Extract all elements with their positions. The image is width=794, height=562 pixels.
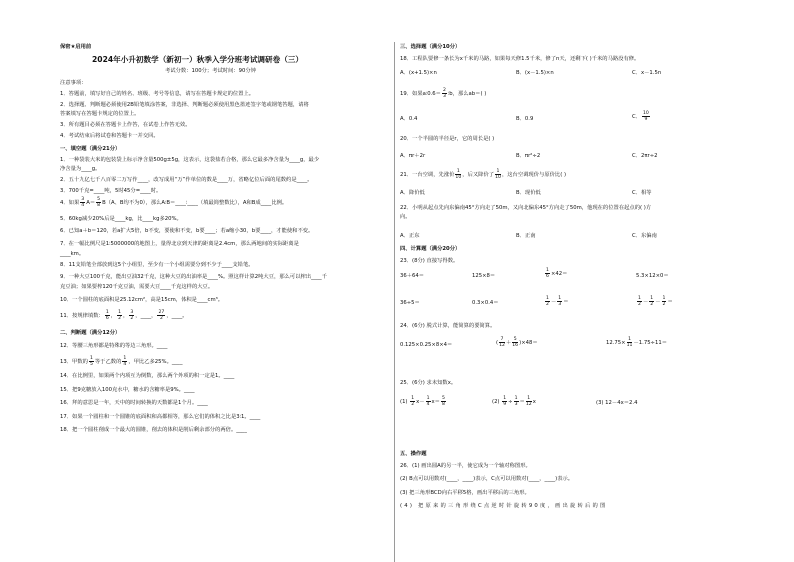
exam-info: 考试分数：100分；考试时间：90分钟 (165, 68, 257, 74)
calc-item: 36＋64＝ (400, 273, 425, 279)
question-9: 9．一种大豆100千克，能出豆油32千克，这种大豆的出油率是____%。照这样计算2吨大豆，那么可以榨出____千 (60, 274, 327, 280)
fraction: $\frac{1}{2}$ (411, 396, 415, 407)
option-a: A．正东 (400, 233, 420, 239)
fraction: $\frac{1}{6}$ (105, 310, 109, 321)
question-26-2: (2) B点可以用数对(____，____)表示，C点可以用数对(____，____)表示。 (400, 476, 574, 482)
question-24: 24．(6分) 脱式计算，能简算的要简算。 (400, 323, 496, 329)
fraction: $\frac{27}{2}$ (158, 310, 165, 321)
question-25: 25．(6分) 求未知数x。 (400, 380, 457, 386)
question-20: 20．一个半圆的半径是r，它的周长是( ) (400, 136, 495, 142)
section5-heading: 五、操作题 (400, 451, 427, 457)
section3-heading: 三、选择题（满分10分） (400, 44, 461, 50)
question-22-cont: 向。 (400, 214, 411, 220)
question-17: 17．如果一个圆柱和一个圆锥的底面积和高都相等，那么它们的体积之比是3∶1。____ (60, 414, 261, 420)
question-16: 16．拜的意思是一年，天中的时间转换的天数都是1个月。____ (60, 400, 208, 406)
question-19: 19．如果a∶0.6＝ $\frac{2}{3}$ ∶b，那么ab＝( ) (400, 88, 487, 99)
option-b: B．πr²÷2 (516, 153, 541, 159)
fraction: $\frac{1}{10}$ (455, 169, 462, 180)
fraction: $\frac{1}{2}$ (118, 310, 122, 321)
option-c: C．东偏南 (632, 233, 657, 239)
fraction: $\frac{1}{2}$ (546, 296, 549, 307)
confidential-label: 保密★启用前 (60, 44, 92, 50)
right-column (396, 0, 794, 562)
question-1-cont: 净含量为____g。 (60, 166, 101, 172)
question-11: 11．按规律填数： $\frac{1}{6}$ ， $\frac{1}{2}$ ， $\frac{3}{2}$ ，____， $\frac{27}{2}$ ，____。 (60, 310, 188, 321)
calc-item: $\frac{1}{6}$ ×42＝ (546, 268, 568, 279)
question-2: 2．五十九亿七千八百零二万写作____，改写成用“万”作单位的数是____万，省略亿位后面的尾数约是____。 (60, 177, 313, 183)
question-26-4: (4) 把原来的三角形绕C点逆时针旋转90度，画出旋转后的图 (400, 503, 608, 509)
question-21: 21．一台空调，先涨价 $\frac{1}{10}$ ，后又降价了 $\frac{1}{10}$ ，这台空调现价与原价比( ) (400, 169, 567, 180)
option-b: B．0.9 (516, 116, 534, 122)
calc-item: 0.125×0.25×8×4＝ (400, 342, 453, 348)
calc-item: 0.3×0.4＝ (472, 300, 499, 306)
option-c: C．x－1.5n (632, 70, 662, 76)
fraction: $\frac{1}{2}$ (662, 296, 666, 307)
question-14: 14．在比例里，如果两个内项互为倒数，那么两个外项的积一定是1。____ (60, 373, 235, 379)
section4-heading: 四、计算题（满分20分） (400, 246, 461, 252)
equation-3: (3) 12－4x＝2.4 (596, 400, 638, 406)
fraction: $\frac{1}{4}$ (426, 396, 430, 407)
calc-item: 125×8＝ (472, 273, 496, 279)
question-12: 12．等腰三角形都是特殊的等边三角形。____ (60, 343, 168, 349)
column-divider (394, 42, 395, 562)
note-item: 2．选择题、判断题必须使用2B铅笔填涂答案，非选择、判断题必须使用黑色墨迹签字笔或钢笔答题，请将 (60, 102, 309, 108)
fraction: $\frac{7}{12}$ (499, 337, 505, 348)
calc-item: ( $\frac{7}{12}$ ＋ $\frac{5}{16}$ )×48＝ (496, 337, 538, 348)
question-26-3: (3) 把三角形BCD向右平移5格，画出平移后的三角形。 (400, 490, 530, 496)
question-26: 26．(1) 画出圆A的另一半，使它成为一个轴对称图形。 (400, 463, 531, 469)
calc-item: $\frac{1}{2}$ － $\frac{1}{3}$ ＝ (546, 296, 569, 307)
question-7-cont: ____km。 (60, 251, 85, 257)
fraction: $\frac{5}{8}$ (441, 396, 445, 407)
question-4 (60, 197, 287, 208)
question-22: 22．小明从起点先向东偏南45°方向走了50m，又向北偏东45°方向走了50m，他现在的位置在起点的( )方 (400, 205, 652, 211)
option-a: A．降价低 (400, 190, 425, 196)
fraction: $\frac{1}{3}$ (514, 396, 518, 407)
question-15: 15．把9克糖放入100克水中，糖水的含糖率是9%。____ (60, 387, 195, 393)
calc-item: 12.75× $\frac{1}{11}$ －1.75÷11＝ (606, 337, 668, 348)
question-18b: 18．工程队要修一条长为x千米的马路，如果每天修1.5千米，修了n天，还剩下( )千米的马路没有修。 (400, 56, 640, 62)
left-column (0, 0, 394, 562)
equation-1: (1) $\frac{1}{2}$ x－ $\frac{1}{4}$ x＝ $\frac{5}{8}$ (400, 396, 445, 407)
fraction: $\frac{2}{3}$ (442, 88, 446, 99)
option-a: A．0.4 (400, 116, 418, 122)
option-a: A．πr＋2r (400, 153, 426, 159)
fraction: $\frac{1}{5}$ (89, 356, 93, 367)
fraction: $\frac{1}{4}$ (123, 356, 127, 367)
option-b: B．正南 (516, 233, 536, 239)
fraction: $\frac{1}{12}$ (525, 396, 532, 407)
fraction: $\frac{3}{4}$ (81, 197, 85, 208)
option-b: B．(x－1.5)×n (516, 70, 554, 76)
notes-heading: 注意事项： (60, 80, 87, 86)
question-8: 8．11支铅笔全部放到这5个小组里，至少有一个小组需要分到不少于____支铅笔。 (60, 262, 254, 268)
note-item: 3．所有题目必须在答题卡上作答，在试卷上作答无效。 (60, 122, 191, 128)
question-6: 6．已知a＋b＝120，若a扩大5倍，b不变，要使和不变，b要____；若a缩小30，b要____，才能使和不变。 (60, 228, 314, 234)
calc-item: 36÷5＝ (400, 300, 420, 306)
note-item: 4．考试结束后将试卷和答题卡一并交回。 (60, 133, 159, 139)
fraction: $\frac{1}{3}$ (558, 296, 562, 307)
option-c: C．2πr÷2 (632, 153, 658, 159)
fraction: $\frac{1}{11}$ (626, 337, 633, 348)
question-7: 7．在一幅比例尺是1∶5000000的地图上，量得北京到天津的距离是2.4cm，那么两地间的实际距离是 (60, 241, 299, 247)
fraction: $\frac{1}{2}$ (650, 296, 654, 307)
exam-title: 2024年小升初数学（新初一）秋季入学分班考试调研卷（三） (92, 55, 303, 64)
option-a: A．(x+1.5)×n (400, 70, 437, 76)
section1-heading: 一、填空题（满分21分） (60, 146, 121, 152)
fraction: $\frac{5}{16}$ (512, 337, 519, 348)
equation-2: (2) $\frac{1}{9}$ ÷ $\frac{1}{3}$ ＝ $\frac{1}{12}$ x (492, 396, 536, 407)
fraction: $\frac{10}{9}$ (643, 111, 649, 122)
fraction: $\frac{1}{10}$ (495, 169, 501, 180)
fraction: $\frac{1}{9}$ (503, 396, 507, 407)
fraction: $\frac{1}{2}$ (638, 296, 641, 307)
fraction: $\frac{1}{6}$ (546, 268, 549, 279)
note-item: 1．答题前，填写好自己的姓名、班级、考号等信息，请写在答题卡规定的位置上。 (60, 91, 255, 97)
q4-mid: A＝ (86, 200, 96, 206)
question-9-cont: 克豆油；如果要榨120千克豆油，需要大豆____千克这样的大豆。 (60, 284, 214, 290)
question-1: 1．一种袋装大米的包装袋上标示净含量500g±5g，这表示，这袋盐若合格，那么它最多净含量为____g，最少 (60, 157, 320, 163)
option-b: B．现价低 (516, 190, 541, 196)
question-5: 5．60kg减少20%后是____kg，比____kg多20%。 (60, 216, 182, 222)
question-18: 18．把一个圆柱削成一个最大的圆锥，削去的体积是削后剩余部分的两倍。____ (60, 427, 247, 433)
option-c: C．相等 (632, 190, 652, 196)
question-23: 23．(8分) 直接写得数。 (400, 258, 459, 264)
question-13: 13．甲数的 $\frac{1}{5}$ 等于乙数的 $\frac{1}{4}$ ，甲比乙多25%。____ (60, 356, 183, 367)
question-10: 10．一个圆柱的底面积是25.12cm²，高是15cm，体积是____cm³。 (60, 297, 224, 303)
q4-prefix: 4．如果 (60, 200, 80, 206)
calc-item: 5.3×12×0＝ (636, 273, 669, 279)
fraction: $\frac{5}{8}$ (97, 197, 101, 208)
section2-heading: 二、判断题（满分12分） (60, 330, 121, 336)
fraction: $\frac{3}{2}$ (130, 310, 134, 321)
note-item: 答案填写在答题卡规定的位置上。 (60, 111, 140, 117)
option-c: C． $\frac{10}{9}$ (632, 111, 649, 122)
calc-item: $\frac{1}{2}$ － $\frac{1}{2}$ － $\frac{1}{2}$ ＝ (638, 296, 673, 307)
q4-post: B（A、B均不为0），那么A∶B＝____∶____（填最简整数比），A和B成____比例。 (102, 200, 288, 206)
question-3: 3．700千克=____吨，5时45分=____时。 (60, 188, 162, 194)
